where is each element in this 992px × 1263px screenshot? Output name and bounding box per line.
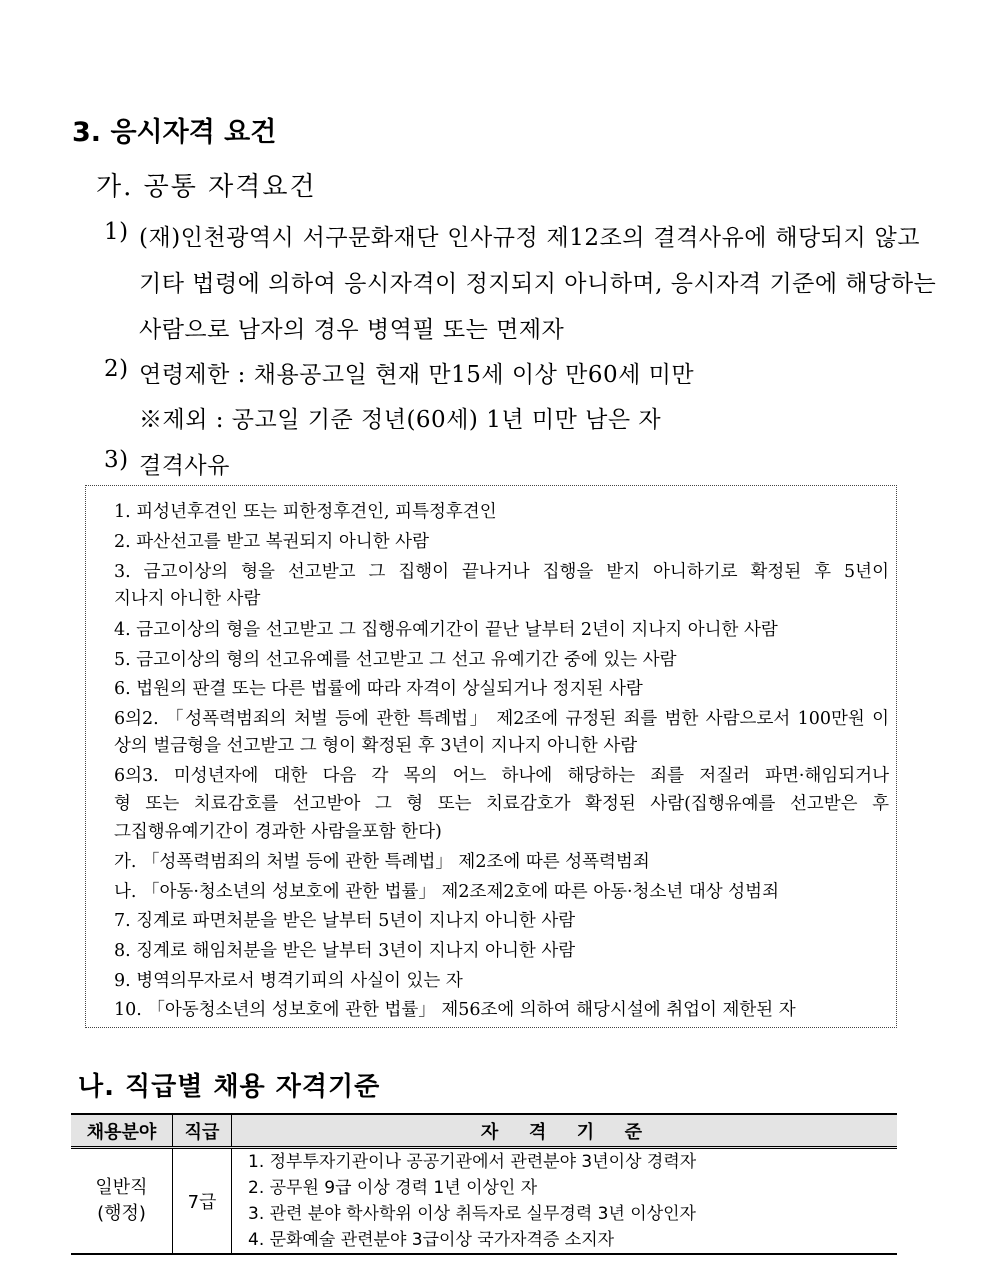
disqualification-item: 3. 금고이상의 형을 선고받고 그 집행이 끝나거나 집행을 받지 아니하기로 확정된 후 5년이 — [114, 562, 889, 582]
disqualification-item: 1. 피성년후견인 또는 피한정후견인, 피특정후견인 — [114, 502, 497, 522]
table-header-row — [71, 1114, 897, 1148]
section-title: 3. 응시자격 요건 — [72, 117, 277, 148]
disqualification-item: 상의 벌금형을 선고받고 그 형이 확정된 후 3년이 지나지 아니한 사람 — [114, 736, 638, 756]
field-line1: 일반직 — [95, 1177, 148, 1198]
disqualification-item: 8. 징계로 해임처분을 받은 날부터 3년이 지나지 아니한 사람 — [114, 941, 576, 961]
grade-cell: 7급 — [173, 1148, 232, 1255]
disqualification-item: 7. 징계로 파면처분을 받은 날부터 5년이 지나지 아니한 사람 — [114, 911, 576, 931]
disqualification-item: 9. 병역의무자로서 병격기피의 사실이 있는 자 — [114, 971, 463, 991]
criteria-item: 4. 문화예술 관련분야 3급이상 국가자격증 소지자 — [248, 1230, 615, 1250]
disqualification-item: 가. 「성폭력범죄의 처벌 등에 관한 특례법」 제2조에 따른 성폭력범죄 — [114, 852, 650, 872]
age-exception-note: ※제외 : 공고일 기준 정년(60세) 1년 미만 남은 자 — [139, 407, 662, 433]
item1-line1: (재)인천광역시 서구문화재단 인사규정 제12조의 결격사유에 해당되지 않고 — [139, 225, 920, 251]
item1-line2: 기타 법령에 의하여 응시자격이 정지되지 아니하며, 응시자격 기준에 해당하는 — [139, 271, 937, 297]
disqualification-item: 5. 금고이상의 형의 선고유예를 선고받고 그 선고 유예기간 중에 있는 사람 — [114, 650, 677, 670]
field-cell — [71, 1148, 173, 1255]
header-grade: 직급 — [173, 1114, 232, 1148]
item1-number: 1) — [104, 219, 129, 245]
disqualification-label: 결격사유 — [139, 453, 230, 479]
disqualification-item: 6의2. 「성폭력범죄의 처벌 등에 관한 특례법」 제2조에 규정된 죄를 범한 사람으로서 100만원 이 — [114, 709, 889, 729]
grade-criteria-table — [71, 1113, 897, 1255]
grade-criteria-heading: 나. 직급별 채용 자격기준 — [78, 1072, 381, 1102]
disqualification-item: 형 또는 치료감호를 선고받아 그 형 또는 치료감호가 확정된 사람(집행유예를 선고받은 후 — [114, 794, 889, 814]
disqualification-item: 10. 「아동청소년의 성보호에 관한 법률」 제56조에 의하여 해당시설에 취업이 제한된 자 — [114, 1000, 796, 1020]
field-line2: (행정) — [97, 1203, 146, 1224]
header-criteria: 자 격 기 준 — [232, 1114, 898, 1148]
age-limit-text: 연령제한 : 채용공고일 현재 만15세 이상 만60세 미만 — [139, 362, 695, 388]
disqualification-box — [85, 485, 897, 1028]
disqualification-item: 그집행유예기간이 경과한 사람을포함 한다) — [114, 822, 442, 842]
common-requirements-heading: 가. 공통 자격요건 — [96, 172, 317, 202]
item1-line3: 사람으로 남자의 경우 병역필 또는 면제자 — [139, 317, 565, 343]
item2-number: 2) — [104, 356, 129, 382]
criteria-item: 2. 공무원 9급 이상 경력 1년 이상인 자 — [248, 1178, 538, 1198]
disqualification-item: 6의3. 미성년자에 대한 다음 각 목의 어느 하나에 해당하는 죄를 저질러 파면·해임되거나 — [114, 766, 889, 786]
table-row — [71, 1148, 897, 1255]
criteria-cell — [232, 1148, 898, 1255]
disqualification-item: 지나지 아니한 사람 — [114, 589, 261, 609]
header-field: 채용분야 — [71, 1114, 173, 1148]
disqualification-item: 4. 금고이상의 형을 선고받고 그 집행유예기간이 끝난 날부터 2년이 지나지 아니한 사람 — [114, 620, 778, 640]
criteria-item: 3. 관련 분야 학사학위 이상 취득자로 실무경력 3년 이상인자 — [248, 1204, 696, 1224]
disqualification-item: 2. 파산선고를 받고 복권되지 아니한 사람 — [114, 532, 429, 552]
disqualification-item: 나. 「아동·청소년의 성보호에 관한 법률」 제2조제2호에 따른 아동·청소년 대상 성범죄 — [114, 882, 779, 902]
criteria-item: 1. 정부투자기관이나 공공기관에서 관련분야 3년이상 경력자 — [248, 1152, 697, 1172]
disqualification-item: 6. 법원의 판결 또는 다른 법률에 따라 자격이 상실되거나 정지된 사람 — [114, 679, 643, 699]
item3-number: 3) — [104, 447, 129, 473]
